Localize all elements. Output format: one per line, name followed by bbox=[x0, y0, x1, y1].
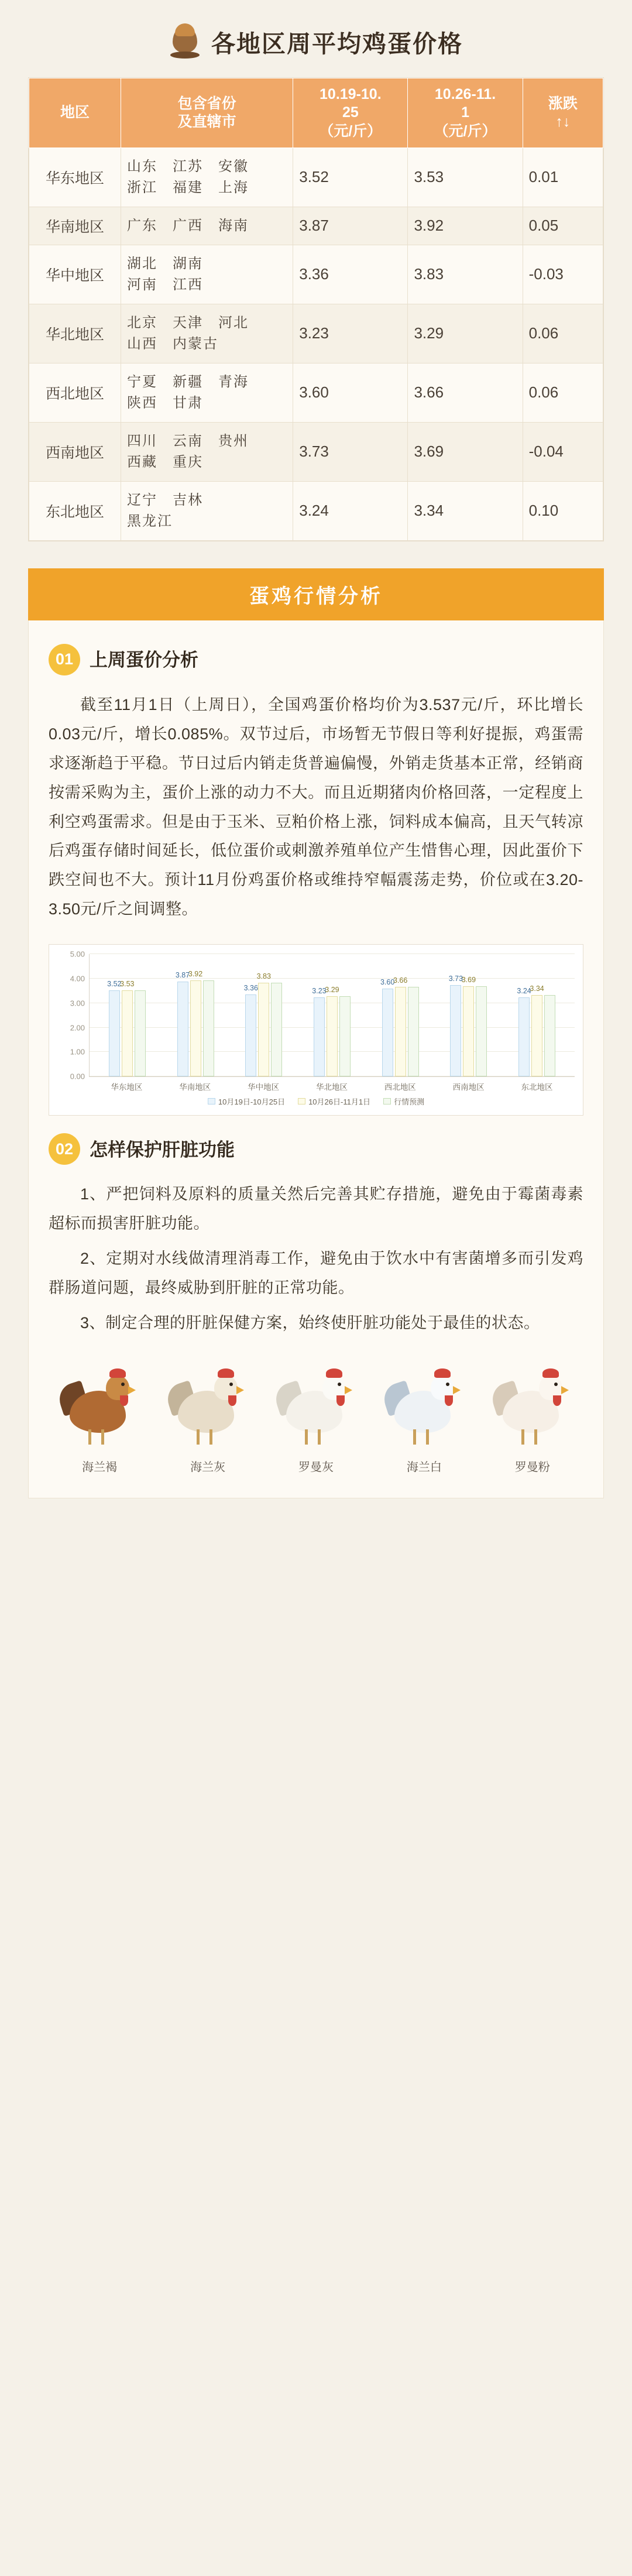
chart-bar-group bbox=[382, 954, 419, 1076]
cell-provinces bbox=[121, 481, 293, 540]
price-chart bbox=[49, 944, 583, 1116]
cell-price-period1: 3.52 bbox=[293, 148, 408, 207]
chicken-icon bbox=[272, 1364, 360, 1452]
footer-spacer bbox=[0, 1498, 632, 1534]
cell-price-period2: 3.53 bbox=[408, 148, 523, 207]
chart-x-label: 华中地区 bbox=[248, 1083, 280, 1092]
cell-provinces bbox=[121, 422, 293, 481]
table-row bbox=[29, 422, 603, 481]
chicken-breed-item bbox=[377, 1364, 472, 1474]
th-period2 bbox=[408, 78, 523, 148]
cell-provinces bbox=[121, 245, 293, 304]
cell-region: 华东地区 bbox=[29, 148, 121, 207]
th-delta bbox=[523, 78, 603, 148]
section-02-paragraph-3: 3、制定合理的肝脏保健方案，始终使肝脏功能处于最佳的状态。 bbox=[80, 1314, 540, 1332]
th-delta-line1: 涨跌 bbox=[548, 95, 578, 112]
th-region-line1: 地区 bbox=[60, 104, 90, 121]
chart-legend-swatch bbox=[383, 1098, 391, 1105]
th-period1-line1: 10.19-10. bbox=[320, 86, 382, 102]
chart-legend-item bbox=[383, 1096, 424, 1107]
chicken-breed-name: 罗曼灰 bbox=[298, 1460, 334, 1474]
chart-bar-value: 3.34 bbox=[530, 984, 544, 993]
analysis-banner: 蛋鸡行情分析 bbox=[28, 568, 604, 620]
chart-legend-item bbox=[208, 1096, 285, 1107]
chart-bar bbox=[188, 970, 203, 1076]
chart-y-tick: 0.00 bbox=[70, 1072, 85, 1081]
cell-price-period1: 3.24 bbox=[293, 481, 408, 540]
cell-price-period2: 3.29 bbox=[408, 304, 523, 363]
chart-legend-swatch bbox=[208, 1098, 215, 1105]
chart-legend bbox=[57, 1096, 575, 1109]
chicken-breed-name: 海兰白 bbox=[406, 1460, 442, 1474]
chicken-breed-item bbox=[269, 1364, 363, 1474]
section-01-paragraph-1: 截至11月1日（上周日），全国鸡蛋价格均价为3.537元/斤，环比增长0.03元/斤，增长0.085%。双节过后，市场暂无节假日等利好提振，鸡蛋需求逐渐趋于平稳。节日过后内销走货普遍偏慢，外销走货基本正常，经销商按需采购为主，蛋价上涨的动力不大。而且近期猪肉价格回落，一定程度上利空鸡蛋需求。但是由于玉米、豆粕价格上涨，饲料成本偏高，且天气转凉后鸡蛋存储时间延长，低位蛋价或刺激养殖单位产生惜售心理，因此蛋价下跌空间也不大。预计11月份鸡蛋价格或维持窄幅震荡走势，价位或在3.20-3.50元/斤之间调整。 bbox=[49, 695, 583, 918]
cell-delta: 0.06 bbox=[523, 304, 603, 363]
cell-delta: 0.06 bbox=[523, 363, 603, 422]
section-heading-01 bbox=[49, 644, 583, 675]
chart-y-tick: 5.00 bbox=[70, 949, 85, 959]
chart-x-label: 华东地区 bbox=[111, 1083, 143, 1092]
table-row bbox=[29, 363, 603, 422]
cell-delta: -0.04 bbox=[523, 422, 603, 481]
chart-x-label: 华北地区 bbox=[315, 1083, 348, 1092]
section-title-01-text: 上周蛋价分析 bbox=[90, 650, 198, 671]
page-title: 各地区周平均鸡蛋价格 bbox=[211, 30, 463, 57]
chart-bar bbox=[461, 976, 476, 1076]
chicken-breed-item bbox=[52, 1364, 147, 1474]
cell-delta: 0.01 bbox=[523, 148, 603, 207]
province-line: 辽宁 吉林 bbox=[126, 492, 203, 508]
table-row bbox=[29, 481, 603, 540]
chart-bar-groups bbox=[90, 954, 575, 1076]
province-line: 陕西 甘肃 bbox=[126, 395, 203, 411]
section-02-paragraph-2: 2、定期对水线做清理消毒工作，避免由于饮水中有害菌增多而引发鸡群肠道问题，最终威胁到肝脏的正常功能。 bbox=[49, 1250, 583, 1297]
chart-bar-value: 3.73 bbox=[448, 975, 463, 983]
price-table-container bbox=[28, 77, 604, 541]
th-period2-line1: 10.26-11. bbox=[434, 86, 496, 102]
province-line: 广东 广西 海南 bbox=[126, 217, 249, 234]
chart-bar-value: 3.36 bbox=[243, 983, 258, 992]
th-provinces bbox=[121, 78, 293, 148]
section-02-paragraph-1: 1、严把饲料及原料的质量关然后完善其贮存措施，避免由于霉菌毒素超标而损害肝脏功能。 bbox=[49, 1185, 583, 1233]
cell-provinces bbox=[121, 363, 293, 422]
chart-bar bbox=[271, 983, 282, 1076]
chart-bar-group bbox=[109, 954, 146, 1076]
chicken-breed-item bbox=[160, 1364, 255, 1474]
province-line: 山东 江苏 安徽 bbox=[126, 158, 249, 174]
th-region bbox=[29, 78, 121, 148]
cell-price-period2: 3.69 bbox=[408, 422, 523, 481]
cell-provinces bbox=[121, 304, 293, 363]
chicken-breed-name: 罗曼粉 bbox=[514, 1460, 550, 1474]
egg-icon bbox=[169, 23, 201, 60]
cell-price-period1: 3.60 bbox=[293, 363, 408, 422]
table-body bbox=[29, 148, 603, 540]
page-header bbox=[0, 0, 632, 77]
cell-price-period1: 3.87 bbox=[293, 207, 408, 245]
chart-bar-value: 3.69 bbox=[461, 976, 476, 985]
cell-region: 华北地区 bbox=[29, 304, 121, 363]
chart-x-label: 西南地区 bbox=[452, 1083, 485, 1092]
th-period1-line3: （元/斤） bbox=[319, 122, 382, 139]
section-title-02 bbox=[90, 1135, 235, 1164]
cell-price-period1: 3.23 bbox=[293, 304, 408, 363]
th-provinces-line1: 包含省份 bbox=[177, 95, 236, 112]
province-line: 四川 云南 贵州 bbox=[126, 433, 249, 449]
chart-bar-value: 3.92 bbox=[188, 970, 203, 979]
chicken-breed-item bbox=[485, 1364, 580, 1474]
chart-bar bbox=[256, 972, 271, 1076]
table-row bbox=[29, 148, 603, 207]
cell-region: 西北地区 bbox=[29, 363, 121, 422]
table-header-row bbox=[29, 78, 603, 148]
table-row bbox=[29, 207, 603, 245]
section-title-02-text: 怎样保护肝脏功能 bbox=[90, 1139, 235, 1160]
chart-bar-value: 3.52 bbox=[107, 980, 122, 989]
chart-bar-value: 3.83 bbox=[256, 972, 271, 981]
section-number-01: 01 bbox=[49, 644, 80, 675]
cell-provinces bbox=[121, 148, 293, 207]
chart-bar-value: 3.29 bbox=[325, 985, 339, 994]
province-line: 湖北 湖南 bbox=[126, 255, 203, 272]
chart-x-label: 西北地区 bbox=[384, 1083, 416, 1092]
chart-bar-value: 3.53 bbox=[120, 979, 135, 988]
chart-y-tick: 1.00 bbox=[70, 1047, 85, 1057]
th-provinces-line2: 及直辖市 bbox=[177, 113, 236, 130]
province-line: 宁夏 新疆 青海 bbox=[126, 373, 249, 390]
chart-bar bbox=[476, 986, 487, 1076]
chicken-icon bbox=[164, 1364, 252, 1452]
chart-bar bbox=[408, 987, 419, 1076]
cell-provinces bbox=[121, 207, 293, 245]
chart-bar bbox=[530, 984, 544, 1077]
chart-legend-item bbox=[298, 1096, 370, 1107]
cell-price-period1: 3.36 bbox=[293, 245, 408, 304]
chicken-breed-name: 海兰灰 bbox=[190, 1460, 226, 1474]
chart-x-axis-labels bbox=[89, 1077, 575, 1092]
chart-y-tick: 4.00 bbox=[70, 974, 85, 983]
chart-y-tick: 2.00 bbox=[70, 1023, 85, 1033]
chart-bar bbox=[312, 987, 327, 1076]
chart-bar-group bbox=[245, 954, 282, 1076]
chart-bar-group bbox=[518, 954, 555, 1076]
chart-bar-group bbox=[177, 954, 214, 1076]
table-row bbox=[29, 245, 603, 304]
chicken-icon bbox=[489, 1364, 576, 1452]
province-line: 北京 天津 河北 bbox=[126, 314, 249, 331]
chart-bar bbox=[448, 975, 463, 1076]
chart-bar bbox=[393, 976, 408, 1076]
chart-bar bbox=[135, 990, 146, 1077]
chart-bar-group bbox=[314, 954, 351, 1076]
chart-x-label: 华南地区 bbox=[179, 1083, 211, 1092]
province-line: 山西 内蒙古 bbox=[126, 335, 218, 352]
chart-bar bbox=[120, 979, 135, 1077]
cell-region: 西南地区 bbox=[29, 422, 121, 481]
chart-bar-value: 3.60 bbox=[380, 977, 395, 986]
chart-bar bbox=[380, 977, 395, 1076]
chart-bar bbox=[243, 983, 258, 1076]
chart-bar bbox=[325, 985, 339, 1077]
chart-legend-label: 10月19日-10月25日 bbox=[218, 1097, 286, 1107]
section-heading-02 bbox=[49, 1133, 583, 1165]
chart-bar bbox=[339, 996, 351, 1077]
chart-bar bbox=[517, 986, 531, 1076]
table-row bbox=[29, 304, 603, 363]
section-title-01 bbox=[90, 645, 198, 674]
cell-region: 华南地区 bbox=[29, 207, 121, 245]
chart-bar bbox=[203, 980, 214, 1076]
th-period2-line2: 1 bbox=[461, 104, 469, 121]
section-number-02: 02 bbox=[49, 1133, 80, 1165]
chart-bar-value: 3.23 bbox=[312, 987, 327, 996]
province-line: 浙江 福建 上海 bbox=[126, 179, 249, 195]
cell-delta: 0.10 bbox=[523, 481, 603, 540]
province-line: 西藏 重庆 bbox=[126, 454, 203, 470]
cell-price-period2: 3.66 bbox=[408, 363, 523, 422]
cell-price-period2: 3.34 bbox=[408, 481, 523, 540]
chart-bar bbox=[544, 995, 555, 1077]
chicken-breed-gallery bbox=[49, 1364, 583, 1474]
province-line: 黑龙江 bbox=[126, 513, 173, 529]
th-period2-line3: （元/斤） bbox=[434, 122, 497, 139]
th-period1 bbox=[293, 78, 408, 148]
chart-bar-value: 3.66 bbox=[393, 976, 408, 985]
chart-bar-value: 3.24 bbox=[517, 986, 531, 995]
chart-legend-label: 10月26日-11月1日 bbox=[308, 1097, 371, 1107]
chicken-icon bbox=[56, 1364, 143, 1452]
chart-plot-area bbox=[70, 949, 575, 1081]
cell-delta: -0.03 bbox=[523, 245, 603, 304]
chart-legend-swatch bbox=[298, 1098, 305, 1105]
cell-region: 东北地区 bbox=[29, 481, 121, 540]
chart-bar bbox=[107, 980, 122, 1076]
table-head bbox=[29, 78, 603, 148]
chart-x-label: 东北地区 bbox=[521, 1083, 553, 1092]
chart-y-tick: 3.00 bbox=[70, 999, 85, 1008]
th-period1-line2: 25 bbox=[342, 104, 359, 121]
cell-region: 华中地区 bbox=[29, 245, 121, 304]
chart-legend-label: 行情预测 bbox=[394, 1097, 425, 1107]
chicken-icon bbox=[380, 1364, 468, 1452]
cell-price-period2: 3.92 bbox=[408, 207, 523, 245]
chart-bar bbox=[175, 971, 190, 1076]
chart-bar-group bbox=[450, 954, 487, 1076]
analysis-card bbox=[28, 620, 604, 1498]
cell-price-period2: 3.83 bbox=[408, 245, 523, 304]
cell-delta: 0.05 bbox=[523, 207, 603, 245]
chicken-breed-name: 海兰褐 bbox=[82, 1460, 118, 1474]
province-line: 河南 江西 bbox=[126, 276, 203, 293]
price-table bbox=[29, 78, 603, 541]
th-delta-line2: ↑↓ bbox=[555, 113, 571, 130]
cell-price-period1: 3.73 bbox=[293, 422, 408, 481]
chart-bar-value: 3.87 bbox=[175, 971, 190, 980]
